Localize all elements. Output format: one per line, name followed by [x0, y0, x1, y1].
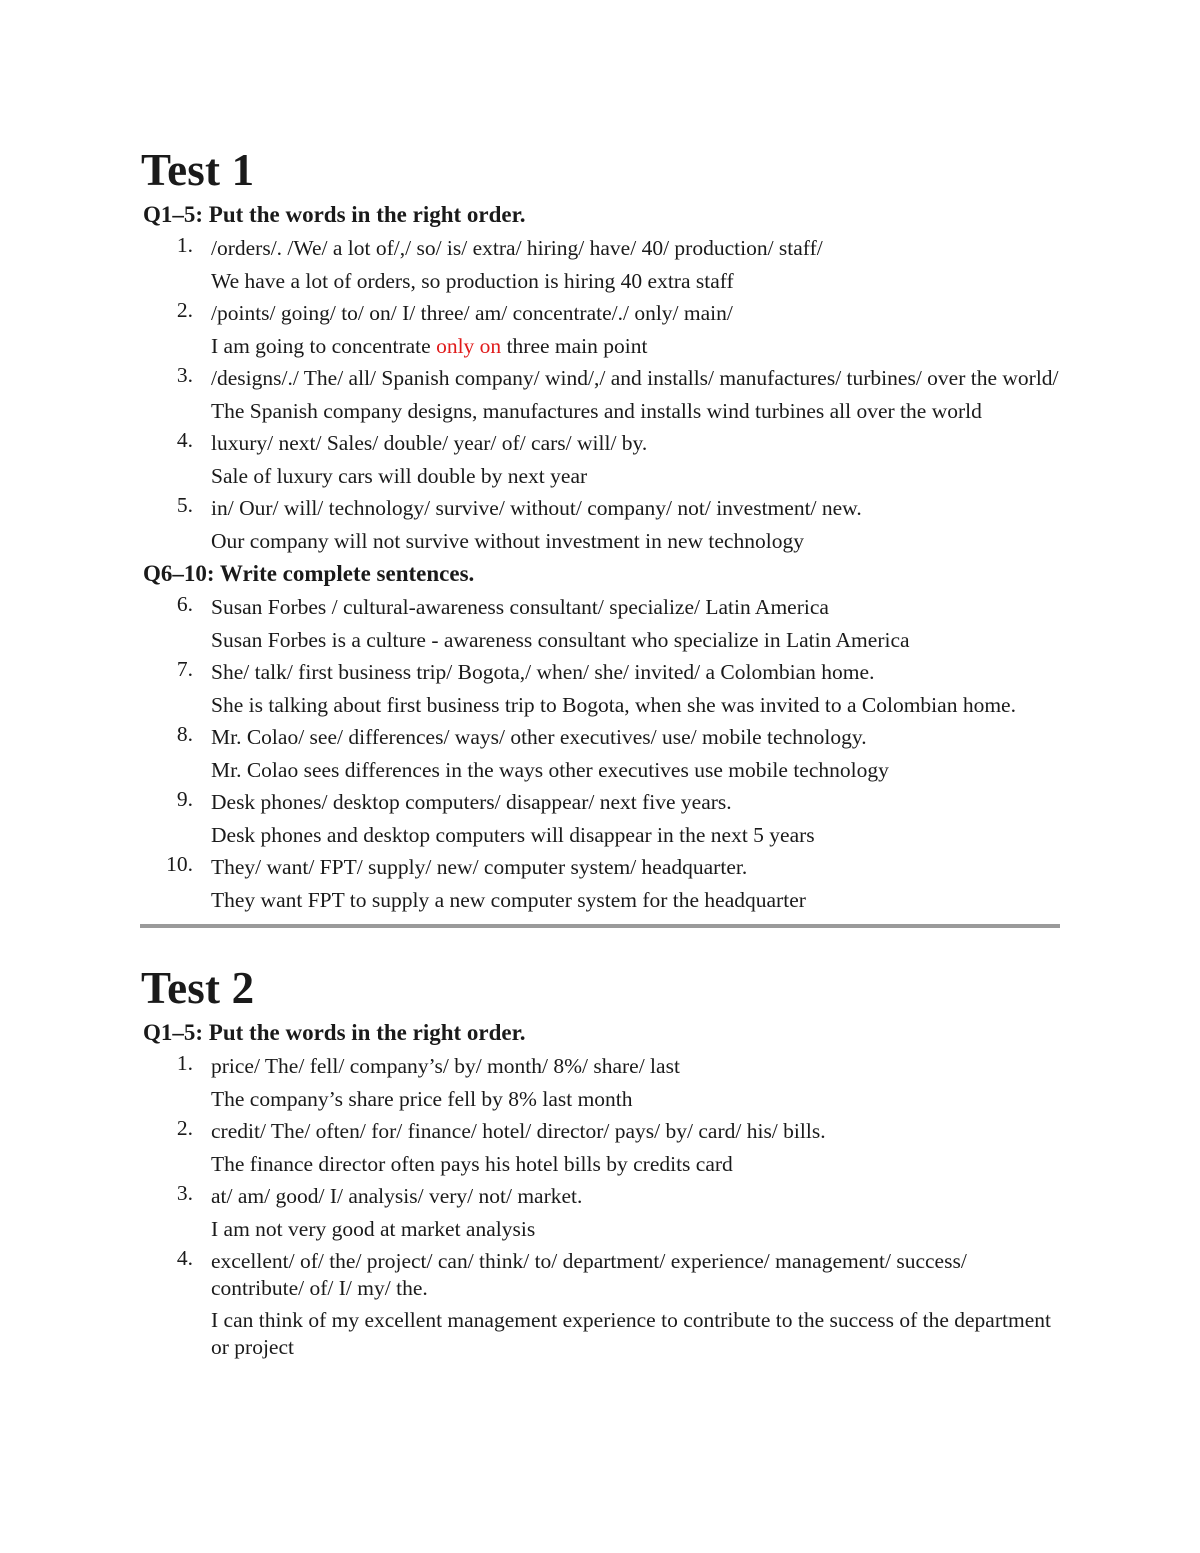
question-item — [143, 721, 1061, 786]
question-number: 7. — [176, 657, 193, 681]
question-answer: We have a lot of orders, so production is hiring 40 extra staff — [211, 268, 734, 293]
question-prompt: They/ want/ FPT/ supply/ new/ computer system/ headquarter. — [211, 855, 748, 879]
test-title: Test 1 — [141, 145, 255, 195]
question-item — [143, 851, 1061, 916]
question-item — [143, 1050, 1061, 1115]
question-prompt: She/ talk/ first business trip/ Bogota,/ when/ she/ invited/ a Colombian home. — [211, 660, 875, 684]
section-heading: Q6–10: Write complete sentences. — [143, 561, 475, 586]
question-list — [143, 591, 1061, 916]
question-item — [143, 1245, 1061, 1363]
question-prompt: Desk phones/ desktop computers/ disappear/ next five years. — [211, 790, 732, 814]
question-item — [143, 656, 1061, 721]
question-number: 1. — [176, 1051, 193, 1075]
question-number: 4. — [176, 1246, 193, 1270]
question-prompt: /points/ going/ to/ on/ I/ three/ am/ concentrate/./ only/ main/ — [211, 301, 733, 325]
question-number: 10. — [166, 852, 193, 876]
question-answer: The Spanish company designs, manufactures and installs wind turbines all over the world — [211, 398, 982, 423]
answer-highlight: only on — [436, 333, 502, 358]
question-answer: The finance director often pays his hotel bills by credits card — [211, 1151, 733, 1176]
question-item — [143, 786, 1061, 851]
question-answer: Susan Forbes is a culture - awareness consultant who specialize in Latin America — [211, 627, 910, 652]
question-answer: The company’s share price fell by 8% last month — [211, 1086, 633, 1111]
question-number: 3. — [176, 1181, 193, 1205]
question-answer: I can think of my excellent management experience to contribute to the success of the department or project — [211, 1308, 1051, 1359]
question-item — [143, 362, 1061, 427]
test-1 — [143, 142, 1061, 916]
question-item — [143, 297, 1061, 362]
question-number: 5. — [176, 493, 193, 517]
question-item — [143, 591, 1061, 656]
question-prompt: /orders/. /We/ a lot of/,/ so/ is/ extra/ hiring/ have/ 40/ production/ staff/ — [211, 236, 823, 260]
question-list — [143, 232, 1061, 557]
question-number: 1. — [176, 233, 193, 257]
horizontal-divider — [140, 924, 1060, 928]
question-item — [143, 427, 1061, 492]
question-prompt: Susan Forbes / cultural-awareness consultant/ specialize/ Latin America — [211, 595, 829, 619]
question-number: 6. — [176, 592, 193, 616]
question-answer: Sale of luxury cars will double by next year — [211, 463, 588, 488]
question-item — [143, 232, 1061, 297]
question-prompt: /designs/./ The/ all/ Spanish company/ wind/,/ and installs/ manufactures/ turbines/ over the world/ — [211, 366, 1059, 390]
question-answer: Mr. Colao sees differences in the ways other executives use mobile technology — [211, 757, 889, 782]
document-page — [143, 142, 1061, 1363]
question-number: 2. — [176, 1116, 193, 1140]
question-number: 2. — [176, 298, 193, 322]
question-prompt: in/ Our/ will/ technology/ survive/ without/ company/ not/ investment/ new. — [211, 496, 862, 520]
question-number: 3. — [176, 363, 193, 387]
question-prompt: Mr. Colao/ see/ differences/ ways/ other executives/ use/ mobile technology. — [211, 725, 867, 749]
answer-text: I am going to concentrate — [211, 333, 437, 358]
question-list — [143, 1050, 1061, 1363]
question-prompt: luxury/ next/ Sales/ double/ year/ of/ cars/ will/ by. — [211, 431, 648, 455]
question-item — [143, 1180, 1061, 1245]
question-number: 9. — [176, 787, 193, 811]
test-title: Test 2 — [141, 963, 255, 1013]
question-number: 4. — [176, 428, 193, 452]
section-heading: Q1–5: Put the words in the right order. — [143, 202, 526, 227]
answer-text: three main point — [501, 333, 648, 358]
question-answer: Desk phones and desktop computers will disappear in the next 5 years — [211, 822, 815, 847]
test-2 — [143, 960, 1061, 1363]
question-prompt: excellent/ of/ the/ project/ can/ think/ to/ department/ experience/ management/ success/ contribute/ of/ I/ my/ the. — [211, 1249, 967, 1300]
question-answer: She is talking about first business trip to Bogota, when she was invited to a Colombian home. — [211, 692, 1016, 717]
question-answer: They want FPT to supply a new computer system for the headquarter — [211, 887, 806, 912]
question-prompt: at/ am/ good/ I/ analysis/ very/ not/ market. — [211, 1184, 583, 1208]
question-item — [143, 492, 1061, 557]
question-answer — [211, 330, 1061, 363]
section-heading: Q1–5: Put the words in the right order. — [143, 1020, 526, 1045]
question-prompt: credit/ The/ often/ for/ finance/ hotel/ director/ pays/ by/ card/ his/ bills. — [211, 1119, 826, 1143]
question-prompt: price/ The/ fell/ company’s/ by/ month/ 8%/ share/ last — [211, 1054, 680, 1078]
question-answer: I am not very good at market analysis — [211, 1216, 536, 1241]
question-number: 8. — [176, 722, 193, 746]
question-answer: Our company will not survive without investment in new technology — [211, 528, 804, 553]
question-item — [143, 1115, 1061, 1180]
